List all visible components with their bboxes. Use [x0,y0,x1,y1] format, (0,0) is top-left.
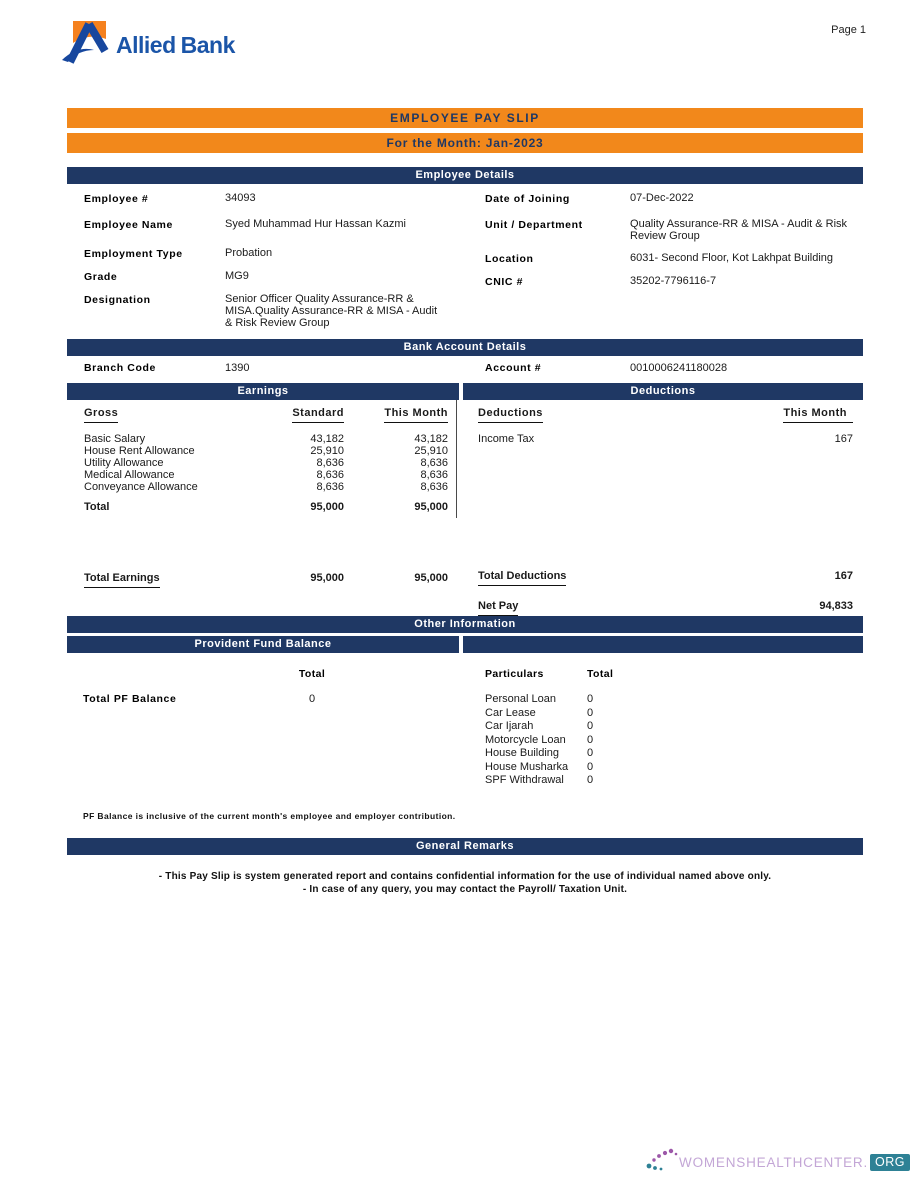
deduction-row: Income Tax 167 [478,433,853,445]
pf-note: PF Balance is inclusive of the current month's employee and employer contribution. [83,811,456,821]
loan-row: House Musharka 0 [485,760,594,773]
loan-row: Motorcycle Loan 0 [485,733,594,746]
earnings-table [67,400,459,616]
bank-account-details-section [67,356,863,383]
this-month-column-header: This Month [384,406,448,423]
earning-row: Conveyance Allowance 8,636 8,636 [84,481,449,493]
column-divider [456,400,457,518]
total-deductions-label: Total Deductions [478,568,566,586]
payslip-title-bar: EMPLOYEE PAY SLIP [67,108,863,128]
provident-fund-headers [67,636,863,653]
allied-bank-logo [58,20,235,71]
designation-row: Designation Senior Officer Quality Assurance-RR & MISA.Quality Assurance-RR & MISA - Audit & Risk Review Group [84,293,438,329]
footer-watermark [645,1148,910,1177]
loans-total-column-header: Total [587,668,614,680]
unit-department-row: Unit / Department Quality Assurance-RR & MISA - Audit & Risk Review Group [485,218,848,242]
provident-fund-right-bar [463,636,863,653]
loan-row: SPF Withdrawal 0 [485,774,594,786]
loan-row: House Building 0 [485,747,594,759]
account-number-label: Account # [485,362,542,374]
footer-org-badge: ORG [870,1154,910,1171]
loans-table [459,653,863,793]
branch-code-value: 1390 [225,362,250,374]
loan-row: Car Lease 0 [485,706,594,719]
earning-row: Medical Allowance 8,636 8,636 [84,469,449,481]
logo-wordmark: Allied Bank [116,32,235,58]
allied-bank-logo-icon [58,20,110,71]
footer-site-name: WOMENSHEALTHCENTER. [679,1155,869,1170]
employee-details-header: Employee Details [67,167,863,184]
general-remarks-header: General Remarks [67,838,863,855]
earning-row: Utility Allowance 8,636 8,636 [84,457,449,469]
date-of-joining-row: Date of Joining 07-Dec-2022 [485,192,694,205]
employee-details-section [67,184,863,339]
earning-row: House Rent Allowance 25,910 25,910 [84,445,449,457]
grade-row: Grade MG9 [84,270,249,283]
remark-line: - This Pay Slip is system generated report and contains confidential information for the use of individual named above only. [158,871,772,882]
standard-column-header: Standard [292,406,344,423]
earnings-header: Earnings [67,383,459,400]
bank-account-details-header: Bank Account Details [67,339,863,356]
deductions-this-month-header: This Month [783,406,853,423]
loan-row: Car Ijarah 0 [485,720,594,732]
loan-row: Personal Loan 0 [485,693,594,705]
deductions-header: Deductions [463,383,863,400]
account-number-value: 0010006241180028 [630,362,728,374]
footer-dots-icon [645,1148,679,1177]
earnings-total-row: Total 95,000 95,000 [84,501,449,513]
total-earnings-row: Total Earnings 95,000 95,000 [84,570,448,588]
general-remarks-text [67,871,863,896]
earning-row: Basic Salary 43,182 43,182 [84,433,449,445]
page-number: Page 1 [831,24,866,36]
particulars-column-header: Particulars [485,668,544,680]
branch-code-label: Branch Code [84,362,156,374]
deductions-table [459,400,863,616]
net-pay-row: Net Pay 94,833 [478,598,853,616]
earnings-deductions-headers [67,383,863,400]
remark-line: - In case of any query, you may contact the Payroll/ Taxation Unit. [302,883,628,895]
other-information-section [67,653,863,793]
employee-name-row: Employee Name Syed Muhammad Hur Hassan Kazmi [84,218,406,231]
total-earnings-label: Total Earnings [84,570,160,588]
other-information-header: Other Information [67,616,863,633]
pf-balance-table [67,653,459,793]
total-deductions-row: Total Deductions 167 [478,568,853,586]
net-pay-label: Net Pay [478,598,518,616]
earnings-deductions-tables [67,400,863,616]
cnic-row: CNIC # 35202-7796116-7 [485,275,717,288]
gross-column-header: Gross [84,406,118,423]
pf-total-column-header: Total [298,668,326,680]
total-pf-balance-row: Total PF Balance 0 [83,693,316,705]
location-row: Location 6031- Second Floor, Kot Lakhpat Building [485,252,834,265]
provident-fund-balance-header: Provident Fund Balance [67,636,459,653]
employee-number-row: Employee # 34093 [84,192,256,205]
deductions-column-header: Deductions [478,406,543,423]
payslip-month-bar: For the Month: Jan-2023 [67,133,863,153]
employment-type-row: Employment Type Probation [84,247,273,260]
